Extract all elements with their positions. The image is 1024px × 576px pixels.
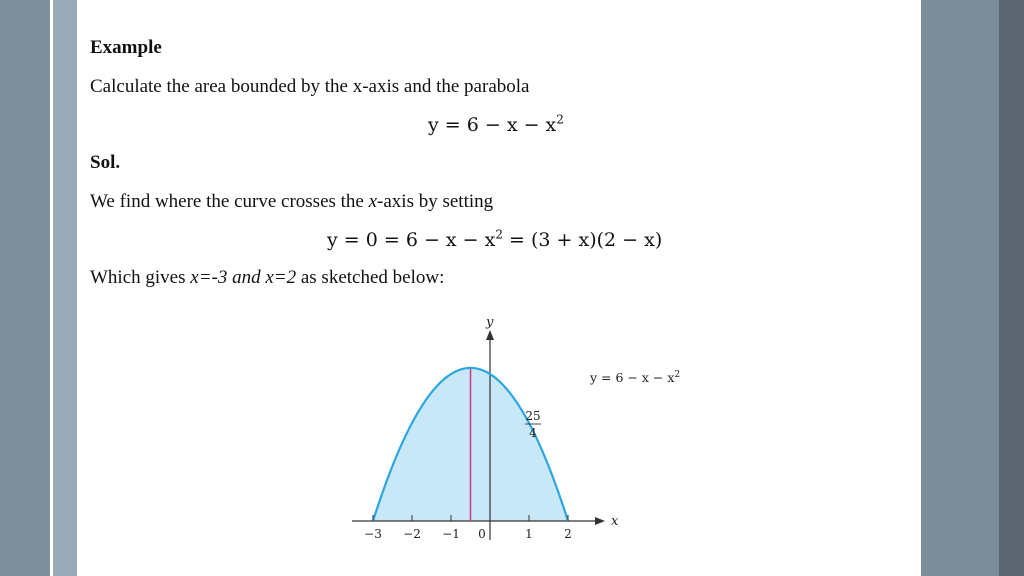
problem-statement: Calculate the area bounded by the x-axis and the parabola xyxy=(90,76,530,97)
roots-statement-pre: Which gives xyxy=(90,267,191,288)
factored-equation xyxy=(327,229,662,251)
solution-label: Sol. xyxy=(90,152,121,173)
right-border-band xyxy=(921,0,999,576)
factored-equation-right: = (3 + x)(2 − x) xyxy=(502,229,663,251)
solution-text xyxy=(90,191,493,213)
x-tick-label-neg-3: −3 xyxy=(364,527,382,541)
x-tick-label-neg-2: −2 xyxy=(403,527,421,541)
x-tick-label-0: 0 xyxy=(478,527,486,541)
x-axis-arrow xyxy=(595,517,605,525)
x-axis-label: x xyxy=(611,514,619,529)
parabola-graph xyxy=(347,310,681,550)
vertex-fraction-numerator: 25 xyxy=(525,409,541,423)
roots-statement-post: as sketched below: xyxy=(296,267,445,288)
x-tick-label-1: 1 xyxy=(525,527,533,541)
factored-equation-exponent: 2 xyxy=(495,227,503,242)
solution-text-pre: We find where the curve crosses the xyxy=(90,191,369,212)
curve-label xyxy=(589,370,680,385)
left-border-inner-band xyxy=(53,0,77,576)
vertex-fraction-denominator: 4 xyxy=(529,426,537,440)
parabola-equation-exponent: 2 xyxy=(556,112,564,127)
solution-text-variable: x xyxy=(368,191,378,212)
slide-content xyxy=(77,0,921,576)
factored-equation-left: y = 0 = 6 − x − x xyxy=(327,229,496,251)
parabola-equation-text: y = 6 − x − x xyxy=(428,114,557,136)
roots-statement-values: x=-3 and x=2 xyxy=(190,267,297,288)
x-tick-label-2: 2 xyxy=(564,527,572,541)
y-axis-label: y xyxy=(486,315,494,330)
curve-label-text: y = 6 − x − x xyxy=(590,370,675,385)
curve-label-exponent: 2 xyxy=(674,370,681,380)
left-border-band xyxy=(0,0,50,576)
y-axis-arrow xyxy=(486,330,494,340)
right-border-outer-band xyxy=(999,0,1024,576)
parabola-equation xyxy=(428,114,564,136)
solution-text-post: -axis by setting xyxy=(377,191,494,212)
x-tick-label-neg-1: −1 xyxy=(442,527,460,541)
example-heading: Example xyxy=(90,37,162,58)
parabola-graph-svg xyxy=(347,310,681,550)
roots-statement xyxy=(90,267,444,289)
